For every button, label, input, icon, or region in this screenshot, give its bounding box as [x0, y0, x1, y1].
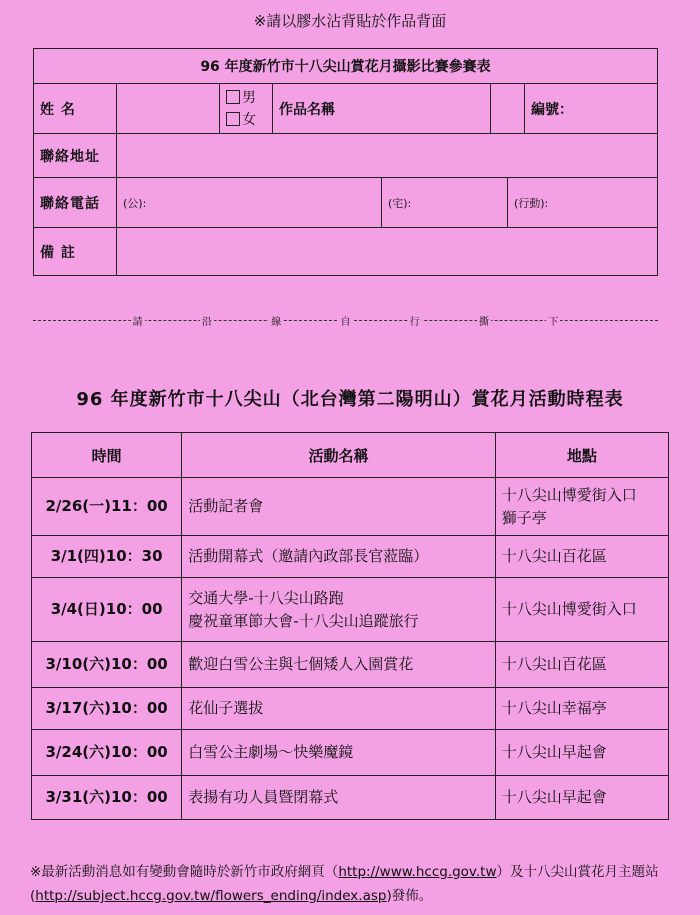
female-label: 女: [242, 111, 256, 128]
schedule-location: 十八尖山幸福亭: [495, 688, 668, 730]
footnote-part2: ）及十八尖山賞花月主題站(: [30, 864, 659, 904]
schedule-row: [32, 688, 669, 730]
schedule-time: 3/1(四)10：30: [32, 536, 182, 578]
cut-char: 沿: [200, 313, 214, 328]
entry-form-table: [33, 48, 658, 276]
schedule-title: 96 年度新竹市十八尖山（北台灣第二陽明山）賞花月活動時程表: [76, 389, 624, 410]
header-activity: 活動名稱: [182, 433, 495, 478]
schedule-activity: 歡迎白雪公主與七個矮人入園賞花: [182, 642, 495, 688]
male-checkbox[interactable]: [226, 90, 240, 104]
cut-char: 撕: [477, 313, 491, 328]
number-label: 編號：: [525, 84, 658, 134]
phone-home-field[interactable]: (宅):: [381, 178, 507, 228]
schedule-time: 3/24(六)10：00: [32, 730, 182, 776]
entry-form-title: 96 年度新竹市十八尖山賞花月攝影比賽參賽表: [34, 49, 658, 84]
schedule-location: 十八尖山博愛街入口 獅子亭: [495, 478, 668, 536]
name-label: 姓 名: [34, 84, 117, 134]
schedule-location: 十八尖山早起會: [495, 776, 668, 820]
schedule-activity: 活動開幕式（邀請內政部長官蒞臨）: [182, 536, 495, 578]
schedule-activity: 白雪公主劇場～快樂魔鏡: [182, 730, 495, 776]
header-location: 地點: [495, 433, 668, 478]
address-field[interactable]: [117, 134, 658, 178]
schedule-time: 3/31(六)10：00: [32, 776, 182, 820]
gender-options: [220, 84, 273, 134]
remarks-field[interactable]: [117, 228, 658, 276]
schedule-location: 十八尖山早起會: [495, 730, 668, 776]
cut-char: 請: [131, 313, 145, 328]
footnote-part3: )發佈。: [386, 888, 433, 904]
flowers-subject-link[interactable]: http://subject.hccg.gov.tw/flowers_ending/index.asp: [35, 888, 387, 904]
schedule-activity: 交通大學-十八尖山路跑 慶祝童軍節大會-十八尖山追蹤旅行: [182, 578, 495, 642]
schedule-activity: 活動記者會: [182, 478, 495, 536]
work-name-field[interactable]: [490, 84, 524, 134]
cut-char: 行: [408, 313, 422, 328]
male-label: 男: [242, 89, 256, 106]
cut-char: 自: [338, 313, 352, 328]
schedule-time: 3/17(六)10：00: [32, 688, 182, 730]
schedule-time: 3/10(六)10：00: [32, 642, 182, 688]
schedule-time: 3/4(日)10：00: [32, 578, 182, 642]
phone-label: 聯絡電話: [34, 178, 117, 228]
hccg-link[interactable]: http://www.hccg.gov.tw: [338, 864, 497, 880]
schedule-row: [32, 730, 669, 776]
header-time: 時間: [32, 433, 182, 478]
schedule-row: [32, 478, 669, 536]
schedule-activity: 表揚有功人員暨閉幕式: [182, 776, 495, 820]
schedule-location: 十八尖山百花區: [495, 536, 668, 578]
schedule-time: 2/26(一)11：00: [32, 478, 182, 536]
top-note: ※請以膠水沾背貼於作品背面: [253, 12, 447, 30]
cut-line-text: [33, 313, 658, 328]
schedule-activity: 花仙子選拔: [182, 688, 495, 730]
schedule-row: [32, 776, 669, 820]
schedule-location: 十八尖山博愛街入口: [495, 578, 668, 642]
schedule-row: [32, 536, 669, 578]
female-checkbox[interactable]: [226, 112, 240, 126]
remarks-label: 備 註: [34, 228, 117, 276]
schedule-row: [32, 642, 669, 688]
cut-char: 線: [269, 313, 283, 328]
phone-office-field[interactable]: (公):: [117, 178, 382, 228]
name-field[interactable]: [117, 84, 220, 134]
work-name-label: 作品名稱: [273, 84, 491, 134]
schedule-table: [31, 432, 669, 820]
address-label: 聯絡地址: [34, 134, 117, 178]
schedule-location: 十八尖山百花區: [495, 642, 668, 688]
schedule-row: [32, 578, 669, 642]
cut-char: 下: [546, 313, 560, 328]
footnote: [30, 860, 680, 908]
phone-mobile-field[interactable]: (行動):: [507, 178, 657, 228]
footnote-part1: ※最新活動消息如有變動會隨時於新竹市政府網頁（: [30, 864, 339, 880]
